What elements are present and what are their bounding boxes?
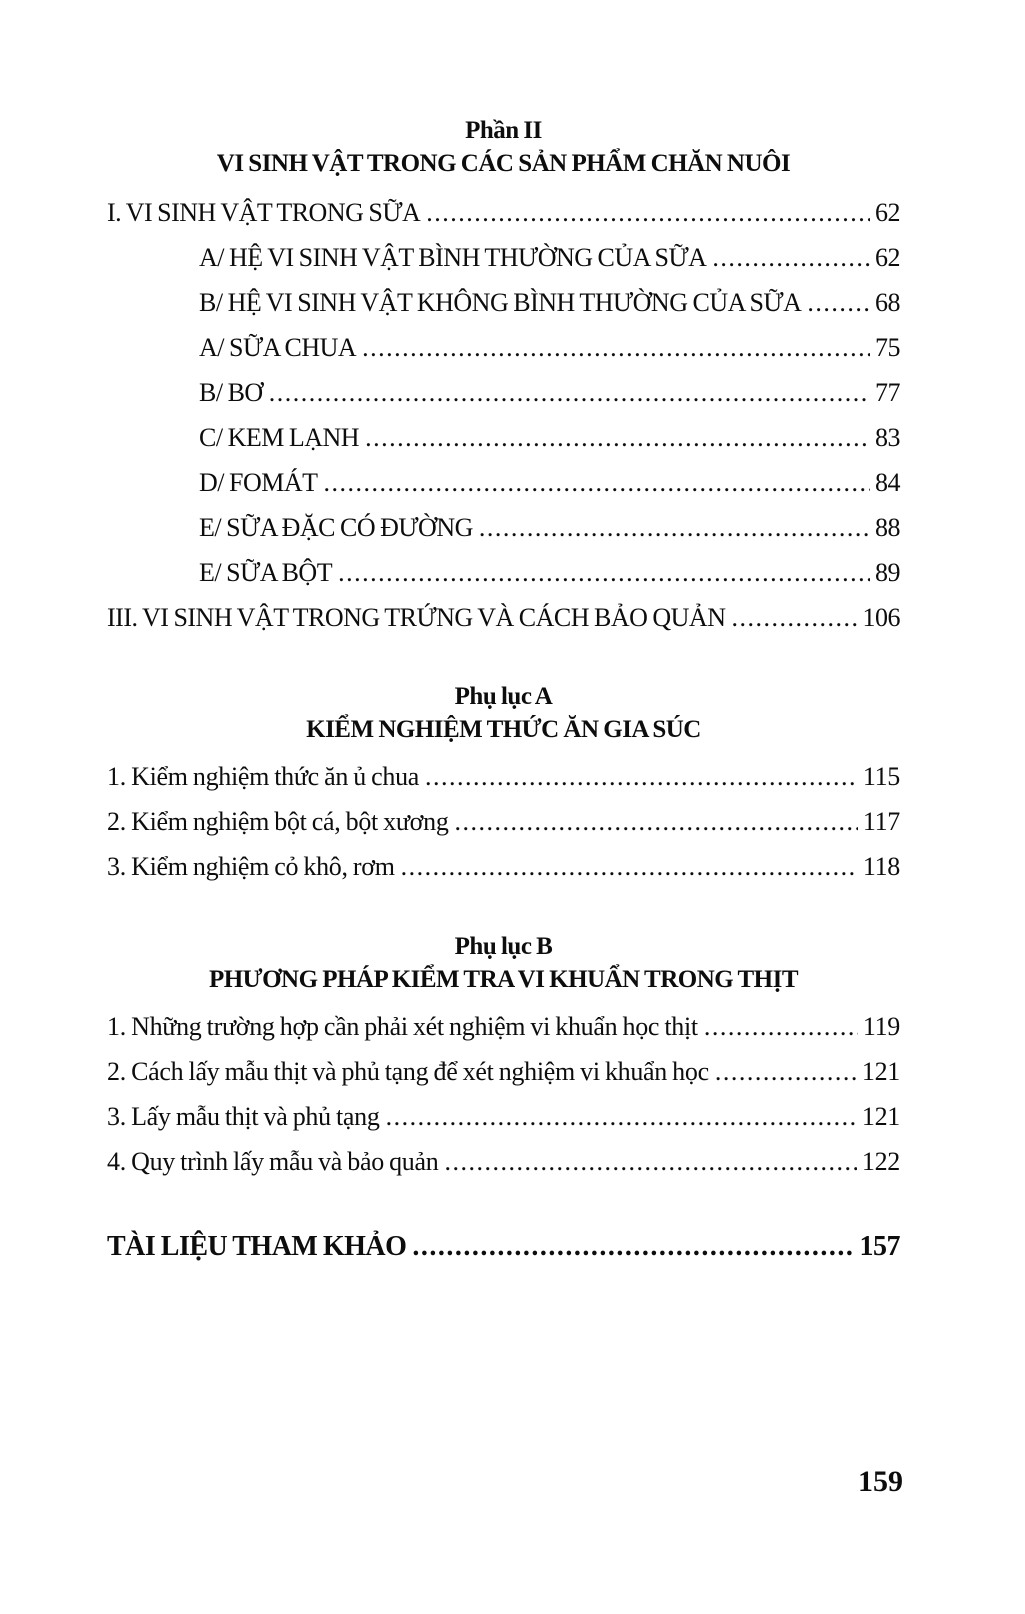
- toc-entry-page: 62: [875, 198, 900, 227]
- toc-entry-label: III. VI SINH VẬT TRONG TRỨNG VÀ CÁCH BẢO QUẢN: [107, 603, 726, 632]
- dot-leader: [269, 370, 870, 415]
- toc-entry-page: 157: [859, 1231, 900, 1262]
- dot-leader: [444, 1139, 856, 1184]
- toc-entry-label: 4. Quy trình lấy mẫu và bảo quản: [107, 1147, 439, 1176]
- toc-entry-page: 88: [875, 513, 900, 542]
- dot-leader: [324, 460, 870, 505]
- toc-entry-page: 89: [875, 558, 900, 587]
- toc-entry: [107, 754, 900, 799]
- toc-entry: [107, 190, 900, 235]
- toc-entry-label: B/ HỆ VI SINH VẬT KHÔNG BÌNH THƯỜNG CỦA SỮA: [199, 288, 802, 317]
- dot-leader: [362, 325, 870, 370]
- toc-entry-page: 84: [875, 468, 900, 497]
- toc-entry-page: 75: [875, 333, 900, 362]
- toc-entry-label: 3. Kiểm nghiệm cỏ khô, rơm: [107, 852, 395, 881]
- toc-entry-label: 3. Lấy mẫu thịt và phủ tạng: [107, 1102, 380, 1131]
- toc-entry-page: 115: [862, 762, 900, 791]
- appendix-a-heading-line1: Phụ lục A: [454, 683, 553, 710]
- toc-entry: [107, 460, 900, 505]
- toc-entry-label: D/ FOMÁT: [199, 468, 318, 497]
- dot-leader: [425, 754, 858, 799]
- appendix-b-heading-line1: Phụ lục B: [454, 933, 553, 960]
- toc-entry: [107, 799, 900, 844]
- toc-entry-label: A/ SỮA CHUA: [199, 333, 357, 362]
- toc-entry: [107, 325, 900, 370]
- section-heading-part2: [107, 114, 900, 180]
- toc-entry: [107, 280, 900, 325]
- toc-entry-page: 83: [875, 423, 900, 452]
- dot-leader: [426, 190, 870, 235]
- toc-entry: [107, 595, 900, 640]
- dot-leader: [807, 280, 870, 325]
- toc-entry-page: 77: [875, 378, 900, 407]
- toc-entry: [107, 550, 900, 595]
- dot-leader: [338, 550, 870, 595]
- dot-leader: [479, 505, 870, 550]
- toc-list-part2: [107, 190, 900, 640]
- dot-leader: [386, 1094, 857, 1139]
- dot-leader: [712, 235, 870, 280]
- toc-entry-page: 106: [862, 603, 900, 632]
- toc-entry-page: 121: [861, 1057, 900, 1086]
- section-heading-appendix-a: [107, 680, 900, 746]
- dot-leader: [401, 844, 858, 889]
- section-heading-appendix-b: [107, 930, 900, 996]
- toc-entry-label: E/ SỮA ĐẶC CÓ ĐƯỜNG: [199, 513, 473, 542]
- toc-entry: [107, 235, 900, 280]
- dot-leader: [412, 1224, 854, 1269]
- toc-entry-label: 1. Kiểm nghiệm thức ăn ủ chua: [107, 762, 420, 791]
- toc-entry-label: A/ HỆ VI SINH VẬT BÌNH THƯỜNG CỦA SỮA: [199, 243, 707, 272]
- toc-entry-label: B/ BƠ: [199, 378, 263, 407]
- toc-entry: [107, 1139, 900, 1184]
- toc-entry: [107, 415, 900, 460]
- toc-entry-page: 118: [862, 852, 900, 881]
- dot-leader: [455, 799, 858, 844]
- dot-leader: [715, 1049, 857, 1094]
- part2-heading-line2: VI SINH VẬT TRONG CÁC SẢN PHẨM CHĂN NUÔI: [216, 150, 791, 177]
- appendix-b-heading-line2: PHƯƠNG PHÁP KIỂM TRA VI KHUẨN TRONG THỊT: [208, 966, 799, 993]
- dot-leader: [704, 1004, 858, 1049]
- toc-entry: [107, 505, 900, 550]
- toc-entry-page: 122: [861, 1147, 900, 1176]
- toc-entry: [107, 1094, 900, 1139]
- toc-entry-page: 117: [862, 807, 900, 836]
- toc-list-appendix-b: [107, 1004, 900, 1184]
- part2-heading-line1: Phần II: [465, 117, 542, 144]
- toc-entry-label: 2. Kiểm nghiệm bột cá, bột xương: [107, 807, 449, 836]
- toc-entry: [107, 1004, 900, 1049]
- toc-entry: [107, 370, 900, 415]
- table-of-contents: [107, 0, 900, 1269]
- toc-entry: [107, 1049, 900, 1094]
- toc-entry-label: 1. Những trường hợp cần phải xét nghiệm vi khuẩn học thịt: [107, 1012, 698, 1041]
- toc-entry-label: TÀI LIỆU THAM KHẢO: [107, 1231, 407, 1262]
- toc-entry-label: 2. Cách lấy mẫu thịt và phủ tạng để xét nghiệm vi khuẩn học: [107, 1057, 709, 1086]
- toc-entry-page: 62: [875, 243, 900, 272]
- dot-leader: [365, 415, 870, 460]
- toc-entry-references: [107, 1224, 900, 1269]
- toc-list-appendix-a: [107, 754, 900, 889]
- toc-entry-label: I. VI SINH VẬT TRONG SỮA: [107, 198, 421, 227]
- toc-entry-page: 68: [875, 288, 900, 317]
- toc-entry-label: E/ SỮA BỘT: [199, 558, 333, 587]
- toc-entry: [107, 844, 900, 889]
- appendix-a-heading-line2: KIỂM NGHIỆM THỨC ĂN GIA SÚC: [306, 716, 701, 743]
- toc-entry-label: C/ KEM LẠNH: [199, 423, 360, 452]
- dot-leader: [732, 595, 858, 640]
- toc-entry-page: 119: [862, 1012, 900, 1041]
- page-number: 159: [858, 1465, 903, 1498]
- toc-entry-page: 121: [861, 1102, 900, 1131]
